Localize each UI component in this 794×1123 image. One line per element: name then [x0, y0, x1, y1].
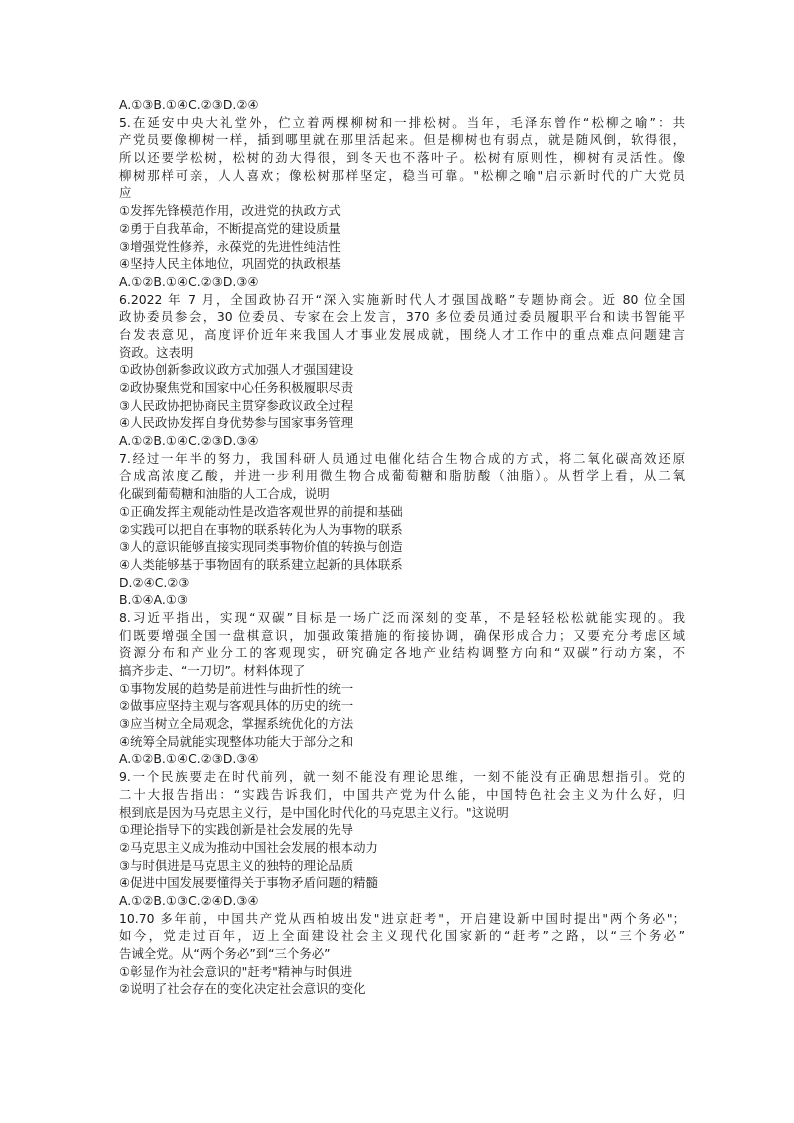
option-statement: ②实践可以把自在事物的联系转化为人为事物的联系 — [119, 521, 403, 537]
answer-choices: A.①②B.①③C.②④D.③④ — [119, 892, 259, 908]
option-statement: ④坚持人民主体地位，巩固党的执政根基 — [119, 256, 341, 272]
option-statement: ①理论指导下的实践创新是社会发展的先导 — [119, 822, 354, 838]
question-text-line: 台发表意见，高度评价近年来我国人才事业发展成就，围绕人才工作中的重点难点问题建言 — [119, 326, 685, 342]
question-text-line: 合成高浓度乙酸，并进一步利用微生物合成葡萄糖和脂肪酸（油脂）。从哲学上看，从二氧 — [119, 468, 685, 484]
option-statement: ③与时俱进是马克思主义的独特的理论品质 — [119, 857, 354, 873]
question-text-line: 们既要增强全国一盘棋意识，加强政策措施的衔接协调，确保形成合力；又要充分考虑区域 — [119, 627, 685, 643]
question-text-line: 资政。这表明 — [119, 344, 194, 360]
question-text-line: 柳树那样可亲，人人喜欢；像松树那样坚定，稳当可靠。"松柳之喻"启示新时代的广大党员 — [119, 167, 685, 183]
answer-choices: A.①②B.①④C.②③D.③④ — [119, 433, 259, 449]
question-text-line: 二十大报告指出：“实践告诉我们，中国共产党为什么能，中国特色社会主义为什么好，归 — [119, 786, 685, 802]
option-statement: ①发挥先锋模范作用，改进党的执政方式 — [119, 203, 341, 219]
exam-page — [119, 96, 685, 998]
question-text-line: 告诫全党。从“两个务必”到“三个务必” — [119, 946, 331, 961]
question-text-line: 所以还要学松树，松树的劲大得很，到冬天也不落叶子。松树有原则性，柳树有灵活性。像 — [119, 150, 685, 166]
option-statement: ③人民政协把协商民主贯穿参政议政全过程 — [119, 397, 354, 413]
option-statement: ②勇于自我革命，不断提高党的建设质量 — [119, 220, 341, 236]
question-text-line: 7.经过一年半的努力，我国科研人员通过电催化结合生物合成的方式，将二氧化碳高效还原 — [119, 450, 685, 466]
option-statement: ③人的意识能够直接实现同类事物价值的转换与创造 — [119, 539, 403, 555]
question-text-line: 搞齐步走、“一刀切”。材料体现了 — [119, 663, 306, 678]
option-statement: ①正确发挥主观能动性是改造客观世界的前提和基础 — [119, 503, 403, 519]
option-statement: ③增强党性修养，永葆党的先进性纯洁性 — [119, 238, 341, 254]
question-text-line: 如今，党走过百年，迈上全面建设社会主义现代化国家新的“赶考”之路，以“三个务必” — [119, 928, 685, 944]
question-text-line: 政协委员参会，30 位委员、专家在会上发言，370 多位委员通过委员履职平台和读书智能平 — [119, 309, 685, 325]
question-text-line: 9.一个民族要走在时代前列，就一刻不能没有理论思维，一刻不能没有正确思想指引。党的 — [119, 769, 685, 785]
option-statement: ④人类能够基于事物固有的联系建立起新的具体联系 — [119, 556, 403, 572]
question-text-line: 5.在延安中央大礼堂外，伫立着两棵柳树和一排松树。当年，毛泽东曾作“松柳之喻”：共 — [119, 114, 685, 130]
answer-choices: A.①②B.①④C.②③D.③④ — [119, 751, 259, 767]
answer-choices: D.②④C.②③ — [119, 574, 190, 590]
question-text-line: 10.70 多年前，中国共产党从西柏坡出发"进京赶考"，开启建设新中国时提出"两个务必"； — [119, 910, 685, 926]
option-statement: ②做事应坚持主观与客观具体的历史的统一 — [119, 698, 354, 714]
option-statement: ④统筹全局就能实现整体功能大于部分之和 — [119, 733, 354, 749]
question-text-line: 6.2022 年 7 月，全国政协召开“深入实施新时代人才强国战略”专题协商会。近 80 位全国 — [119, 291, 685, 307]
option-statement: ②政协聚焦党和国家中心任务积极履职尽责 — [119, 380, 354, 395]
option-statement: ②说明了社会存在的变化决定社会意识的变化 — [119, 981, 366, 997]
question-text-line: 8.习近平指出，实现“双碳”目标是一场广泛而深刻的变革，不是轻轻松松就能实现的。我 — [119, 609, 685, 625]
question-text-line: 化碳到葡萄糖和油脂的人工合成，说明 — [119, 486, 330, 502]
question-text-line: 资源分布和产业分工的客观现实，研究确定各地产业结构调整方向和“双碳”行动方案，不 — [119, 645, 685, 661]
option-statement: ④人民政协发挥自身优势参与国家事务管理 — [119, 415, 354, 431]
option-statement: ①事物发展的趋势是前进性与曲折性的统一 — [119, 680, 354, 696]
option-statement: ④促进中国发展要懂得关于事物矛盾问题的精髓 — [119, 875, 378, 891]
option-statement: ③应当树立全局观念，掌握系统优化的方法 — [119, 716, 354, 732]
answer-choices: B.①④A.①③ — [119, 592, 189, 608]
question-text-line: 应 — [119, 185, 132, 201]
option-statement: ①彰显作为社会意识的"赶考"精神与时俱进 — [119, 963, 353, 979]
question-text-line: 产党员要像柳树一样，插到哪里就在那里活起来。但是柳树也有弱点，就是随风倒，软得很， — [119, 132, 685, 148]
option-statement: ①政协创新参政议政方式加强人才强国建设 — [119, 362, 354, 378]
answer-choices: A.①③B.①④C.②③D.②④ — [119, 97, 259, 112]
question-text-line: 根到底是因为马克思主义行，是中国化时代化的马克思主义行。"这说明 — [119, 804, 509, 820]
option-statement: ②马克思主义成为推动中国社会发展的根本动力 — [119, 839, 378, 855]
answer-choices: A.①②B.①④C.②③D.③④ — [119, 273, 259, 289]
